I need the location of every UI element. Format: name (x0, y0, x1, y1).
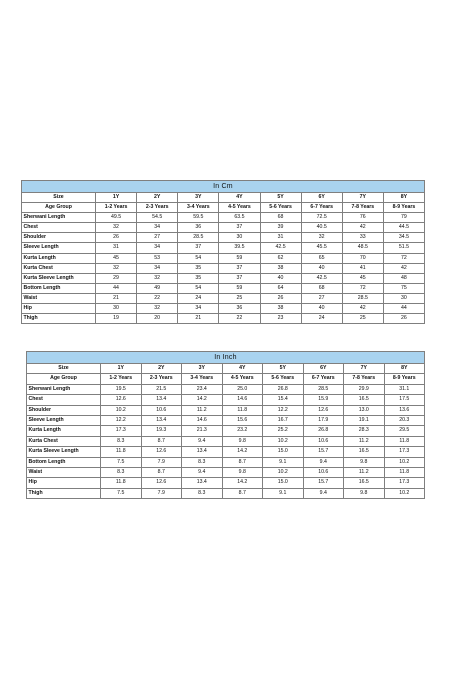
measurement-value: 21.3 (182, 426, 223, 436)
measurement-value: 68 (260, 213, 301, 223)
size-cell: 5Y (260, 193, 301, 203)
measurement-value: 17.3 (384, 447, 425, 457)
age-cell: 5-6 Years (263, 374, 304, 384)
measurement-value: 29.9 (344, 384, 385, 394)
size-cell: 8Y (384, 364, 425, 374)
table-row (22, 293, 425, 303)
measurement-value: 45.5 (301, 243, 342, 253)
measurement-value: 17.9 (303, 415, 344, 425)
measurement-label: Shoulder (22, 233, 96, 243)
size-cell: 3Y (178, 193, 219, 203)
inch-table-body (27, 384, 425, 498)
measurement-value: 10.2 (384, 488, 425, 498)
measurement-value: 36 (178, 223, 219, 233)
measurement-value: 9.8 (222, 436, 263, 446)
table-row (27, 436, 425, 446)
table-row (27, 488, 425, 498)
measurement-value: 19.5 (101, 384, 142, 394)
measurement-value: 32 (137, 304, 178, 314)
age-cell: 5-6 Years (260, 203, 301, 213)
measurement-value: 63.5 (219, 213, 260, 223)
measurement-value: 9.4 (303, 457, 344, 467)
measurement-value: 49 (137, 283, 178, 293)
measurement-value: 34 (137, 243, 178, 253)
measurement-value: 62 (260, 253, 301, 263)
age-cell: 6-7 Years (303, 374, 344, 384)
measurement-value: 10.2 (263, 467, 304, 477)
measurement-label: Hip (27, 478, 101, 488)
measurement-value: 38 (260, 304, 301, 314)
measurement-value: 10.6 (303, 436, 344, 446)
measurement-value: 11.8 (222, 405, 263, 415)
measurement-value: 11.2 (182, 405, 223, 415)
measurement-label: Kurta Length (27, 426, 101, 436)
table-row (22, 314, 425, 324)
measurement-value: 36 (219, 304, 260, 314)
measurement-value: 65 (301, 253, 342, 263)
measurement-value: 32 (137, 273, 178, 283)
measurement-value: 8.7 (141, 436, 182, 446)
measurement-value: 31.1 (384, 384, 425, 394)
table-row (27, 478, 425, 488)
size-cell: 6Y (301, 193, 342, 203)
measurement-value: 34.5 (383, 233, 424, 243)
measurement-value: 54.5 (137, 213, 178, 223)
measurement-value: 72 (383, 253, 424, 263)
measurement-value: 42 (383, 263, 424, 273)
measurement-value: 13.4 (141, 395, 182, 405)
measurement-value: 22 (219, 314, 260, 324)
table-row (22, 253, 425, 263)
measurement-value: 17.5 (384, 395, 425, 405)
measurement-label: Kurta Length (22, 253, 96, 263)
measurement-value: 13.4 (141, 415, 182, 425)
age-cell: 3-4 Years (182, 374, 223, 384)
measurement-label: Sleeve Length (27, 415, 101, 425)
measurement-value: 51.5 (383, 243, 424, 253)
measurement-value: 11.2 (344, 436, 385, 446)
measurement-value: 44 (96, 283, 137, 293)
measurement-value: 21 (96, 293, 137, 303)
measurement-value: 15.4 (263, 395, 304, 405)
measurement-value: 19.1 (344, 415, 385, 425)
measurement-label: Kurta Chest (27, 436, 101, 446)
table-row (27, 415, 425, 425)
measurement-value: 30 (96, 304, 137, 314)
measurement-value: 19 (96, 314, 137, 324)
measurement-value: 28.5 (303, 384, 344, 394)
measurement-value: 31 (96, 243, 137, 253)
measurement-value: 41 (342, 263, 383, 273)
measurement-value: 8.3 (182, 457, 223, 467)
table-row (27, 426, 425, 436)
measurement-value: 9.8 (344, 457, 385, 467)
measurement-label: Kurta Sleeve Length (22, 273, 96, 283)
measurement-value: 23 (260, 314, 301, 324)
table-row (22, 223, 425, 233)
measurement-value: 35 (178, 263, 219, 273)
table-row (27, 457, 425, 467)
table-title-row (22, 181, 425, 193)
measurement-value: 7.9 (141, 488, 182, 498)
measurement-label: Shoulder (27, 405, 101, 415)
age-cell: 1-2 Years (96, 203, 137, 213)
measurement-value: 34 (137, 223, 178, 233)
measurement-value: 37 (219, 273, 260, 283)
size-cell: 2Y (141, 364, 182, 374)
size-cell: 5Y (263, 364, 304, 374)
measurement-value: 45 (342, 273, 383, 283)
measurement-value: 9.1 (263, 457, 304, 467)
measurement-value: 13.6 (384, 405, 425, 415)
measurement-value: 53 (137, 253, 178, 263)
size-cell: 7Y (342, 193, 383, 203)
measurement-value: 42.5 (301, 273, 342, 283)
measurement-value: 72.5 (301, 213, 342, 223)
measurement-value: 32 (96, 263, 137, 273)
measurement-value: 14.2 (222, 478, 263, 488)
measurement-value: 8.7 (141, 467, 182, 477)
measurement-value: 25.2 (263, 426, 304, 436)
measurement-value: 38 (260, 263, 301, 273)
measurement-value: 9.8 (344, 488, 385, 498)
measurement-value: 37 (219, 223, 260, 233)
measurement-value: 40 (301, 304, 342, 314)
age-group-header: Age Group (27, 374, 101, 384)
table-row (27, 447, 425, 457)
measurement-value: 10.2 (384, 457, 425, 467)
measurement-value: 19.3 (141, 426, 182, 436)
measurement-label: Kurta Chest (22, 263, 96, 273)
measurement-value: 49.5 (96, 213, 137, 223)
measurement-value: 12.6 (141, 478, 182, 488)
measurement-value: 11.8 (101, 447, 142, 457)
measurement-value: 7.5 (101, 488, 142, 498)
measurement-value: 75 (383, 283, 424, 293)
measurement-label: Hip (22, 304, 96, 314)
table-row (22, 263, 425, 273)
measurement-value: 44 (383, 304, 424, 314)
size-header: Size (22, 193, 96, 203)
inch-size-table (26, 351, 425, 499)
table-row (27, 467, 425, 477)
measurement-value: 15.0 (263, 447, 304, 457)
measurement-value: 40.5 (301, 223, 342, 233)
measurement-label: Sherwani Length (27, 384, 101, 394)
size-cell: 4Y (219, 193, 260, 203)
measurement-value: 32 (96, 223, 137, 233)
table-title-row (27, 352, 425, 364)
age-cell: 8-9 Years (383, 203, 424, 213)
table-row (22, 273, 425, 283)
measurement-value: 10.6 (141, 405, 182, 415)
size-cell: 2Y (137, 193, 178, 203)
size-cell: 4Y (222, 364, 263, 374)
age-group-header: Age Group (22, 203, 96, 213)
size-cell: 7Y (344, 364, 385, 374)
measurement-value: 27 (137, 233, 178, 243)
measurement-value: 48 (383, 273, 424, 283)
measurement-label: Bottom Length (27, 457, 101, 467)
measurement-value: 12.6 (101, 395, 142, 405)
size-cell: 1Y (101, 364, 142, 374)
measurement-value: 15.9 (303, 395, 344, 405)
measurement-value: 26.8 (303, 426, 344, 436)
measurement-value: 28.5 (342, 293, 383, 303)
measurement-value: 45 (96, 253, 137, 263)
cm-table-body (22, 213, 425, 324)
measurement-value: 7.9 (141, 457, 182, 467)
measurement-value: 8.7 (222, 488, 263, 498)
age-cell: 8-9 Years (384, 374, 425, 384)
measurement-value: 24 (178, 293, 219, 303)
measurement-value: 54 (178, 283, 219, 293)
table-row (22, 283, 425, 293)
measurement-value: 39.5 (219, 243, 260, 253)
table-row (22, 233, 425, 243)
measurement-value: 72 (342, 283, 383, 293)
measurement-value: 34 (178, 304, 219, 314)
measurement-value: 27 (301, 293, 342, 303)
measurement-value: 15.0 (263, 478, 304, 488)
measurement-value: 42 (342, 304, 383, 314)
measurement-value: 23.4 (182, 384, 223, 394)
measurement-value: 23.2 (222, 426, 263, 436)
age-cell: 7-8 Years (342, 203, 383, 213)
measurement-value: 54 (178, 253, 219, 263)
measurement-value: 70 (342, 253, 383, 263)
size-cell: 8Y (383, 193, 424, 203)
measurement-value: 8.3 (101, 436, 142, 446)
measurement-value: 37 (178, 243, 219, 253)
measurement-label: Sleeve Length (22, 243, 96, 253)
measurement-value: 16.5 (344, 447, 385, 457)
cm-size-table (21, 180, 425, 324)
measurement-label: Thigh (22, 314, 96, 324)
measurement-value: 13.4 (182, 478, 223, 488)
age-cell: 2-3 Years (137, 203, 178, 213)
measurement-value: 9.1 (263, 488, 304, 498)
measurement-value: 15.6 (222, 415, 263, 425)
measurement-value: 14.2 (222, 447, 263, 457)
measurement-value: 15.7 (303, 478, 344, 488)
measurement-value: 40 (301, 263, 342, 273)
size-row (22, 193, 425, 203)
measurement-label: Waist (27, 467, 101, 477)
measurement-value: 30 (219, 233, 260, 243)
measurement-label: Kurta Sleeve Length (27, 447, 101, 457)
table-row (27, 405, 425, 415)
measurement-value: 9.8 (222, 467, 263, 477)
table-title: In Cm (22, 181, 425, 193)
age-cell: 4-5 Years (219, 203, 260, 213)
age-group-row (27, 374, 425, 384)
measurement-value: 25.0 (222, 384, 263, 394)
size-cell: 1Y (96, 193, 137, 203)
measurement-value: 24 (301, 314, 342, 324)
age-cell: 7-8 Years (344, 374, 385, 384)
measurement-value: 8.3 (182, 488, 223, 498)
measurement-value: 21.5 (141, 384, 182, 394)
measurement-value: 42 (342, 223, 383, 233)
measurement-value: 29.5 (384, 426, 425, 436)
measurement-value: 13.0 (344, 405, 385, 415)
size-cell: 6Y (303, 364, 344, 374)
measurement-value: 16.7 (263, 415, 304, 425)
measurement-value: 40 (260, 273, 301, 283)
measurement-value: 48.5 (342, 243, 383, 253)
size-cell: 3Y (182, 364, 223, 374)
table-row (22, 243, 425, 253)
measurement-value: 14.2 (182, 395, 223, 405)
age-cell: 1-2 Years (101, 374, 142, 384)
measurement-value: 11.2 (344, 467, 385, 477)
table-row (27, 395, 425, 405)
measurement-label: Chest (27, 395, 101, 405)
measurement-value: 10.2 (263, 436, 304, 446)
measurement-value: 30 (383, 293, 424, 303)
table-title: In Inch (27, 352, 425, 364)
measurement-value: 25 (342, 314, 383, 324)
measurement-value: 26 (96, 233, 137, 243)
measurement-value: 14.6 (222, 395, 263, 405)
measurement-value: 39 (260, 223, 301, 233)
measurement-label: Chest (22, 223, 96, 233)
measurement-value: 13.4 (182, 447, 223, 457)
measurement-value: 10.2 (101, 405, 142, 415)
measurement-value: 35 (178, 273, 219, 283)
measurement-value: 7.5 (101, 457, 142, 467)
measurement-value: 64 (260, 283, 301, 293)
measurement-value: 14.6 (182, 415, 223, 425)
measurement-value: 28.5 (178, 233, 219, 243)
measurement-value: 26 (260, 293, 301, 303)
measurement-value: 68 (301, 283, 342, 293)
table-row (22, 213, 425, 223)
measurement-label: Waist (22, 293, 96, 303)
measurement-value: 8.3 (101, 467, 142, 477)
measurement-value: 12.6 (303, 405, 344, 415)
measurement-value: 9.4 (182, 436, 223, 446)
measurement-value: 59 (219, 283, 260, 293)
measurement-value: 15.7 (303, 447, 344, 457)
measurement-value: 76 (342, 213, 383, 223)
measurement-value: 42.5 (260, 243, 301, 253)
table-row (27, 384, 425, 394)
measurement-label: Bottom Length (22, 283, 96, 293)
measurement-label: Thigh (27, 488, 101, 498)
measurement-value: 22 (137, 293, 178, 303)
measurement-value: 11.8 (101, 478, 142, 488)
measurement-value: 11.8 (384, 436, 425, 446)
age-cell: 2-3 Years (141, 374, 182, 384)
measurement-value: 79 (383, 213, 424, 223)
measurement-value: 29 (96, 273, 137, 283)
age-cell: 4-5 Years (222, 374, 263, 384)
measurement-value: 28.3 (344, 426, 385, 436)
measurement-value: 20.3 (384, 415, 425, 425)
size-header: Size (27, 364, 101, 374)
measurement-value: 12.6 (141, 447, 182, 457)
measurement-value: 44.5 (383, 223, 424, 233)
measurement-value: 17.3 (101, 426, 142, 436)
size-row (27, 364, 425, 374)
measurement-value: 20 (137, 314, 178, 324)
measurement-value: 11.8 (384, 467, 425, 477)
measurement-label: Sherwani Length (22, 213, 96, 223)
age-group-row (22, 203, 425, 213)
measurement-value: 9.4 (303, 488, 344, 498)
measurement-value: 9.4 (182, 467, 223, 477)
measurement-value: 31 (260, 233, 301, 243)
measurement-value: 10.6 (303, 467, 344, 477)
measurement-value: 21 (178, 314, 219, 324)
measurement-value: 25 (219, 293, 260, 303)
measurement-value: 16.5 (344, 478, 385, 488)
measurement-value: 26 (383, 314, 424, 324)
measurement-value: 59.5 (178, 213, 219, 223)
age-cell: 3-4 Years (178, 203, 219, 213)
table-row (22, 304, 425, 314)
measurement-value: 37 (219, 263, 260, 273)
measurement-value: 17.3 (384, 478, 425, 488)
measurement-value: 12.2 (263, 405, 304, 415)
measurement-value: 16.5 (344, 395, 385, 405)
age-cell: 6-7 Years (301, 203, 342, 213)
measurement-value: 34 (137, 263, 178, 273)
measurement-value: 32 (301, 233, 342, 243)
measurement-value: 8.7 (222, 457, 263, 467)
measurement-value: 33 (342, 233, 383, 243)
measurement-value: 59 (219, 253, 260, 263)
measurement-value: 26.8 (263, 384, 304, 394)
measurement-value: 12.2 (101, 415, 142, 425)
